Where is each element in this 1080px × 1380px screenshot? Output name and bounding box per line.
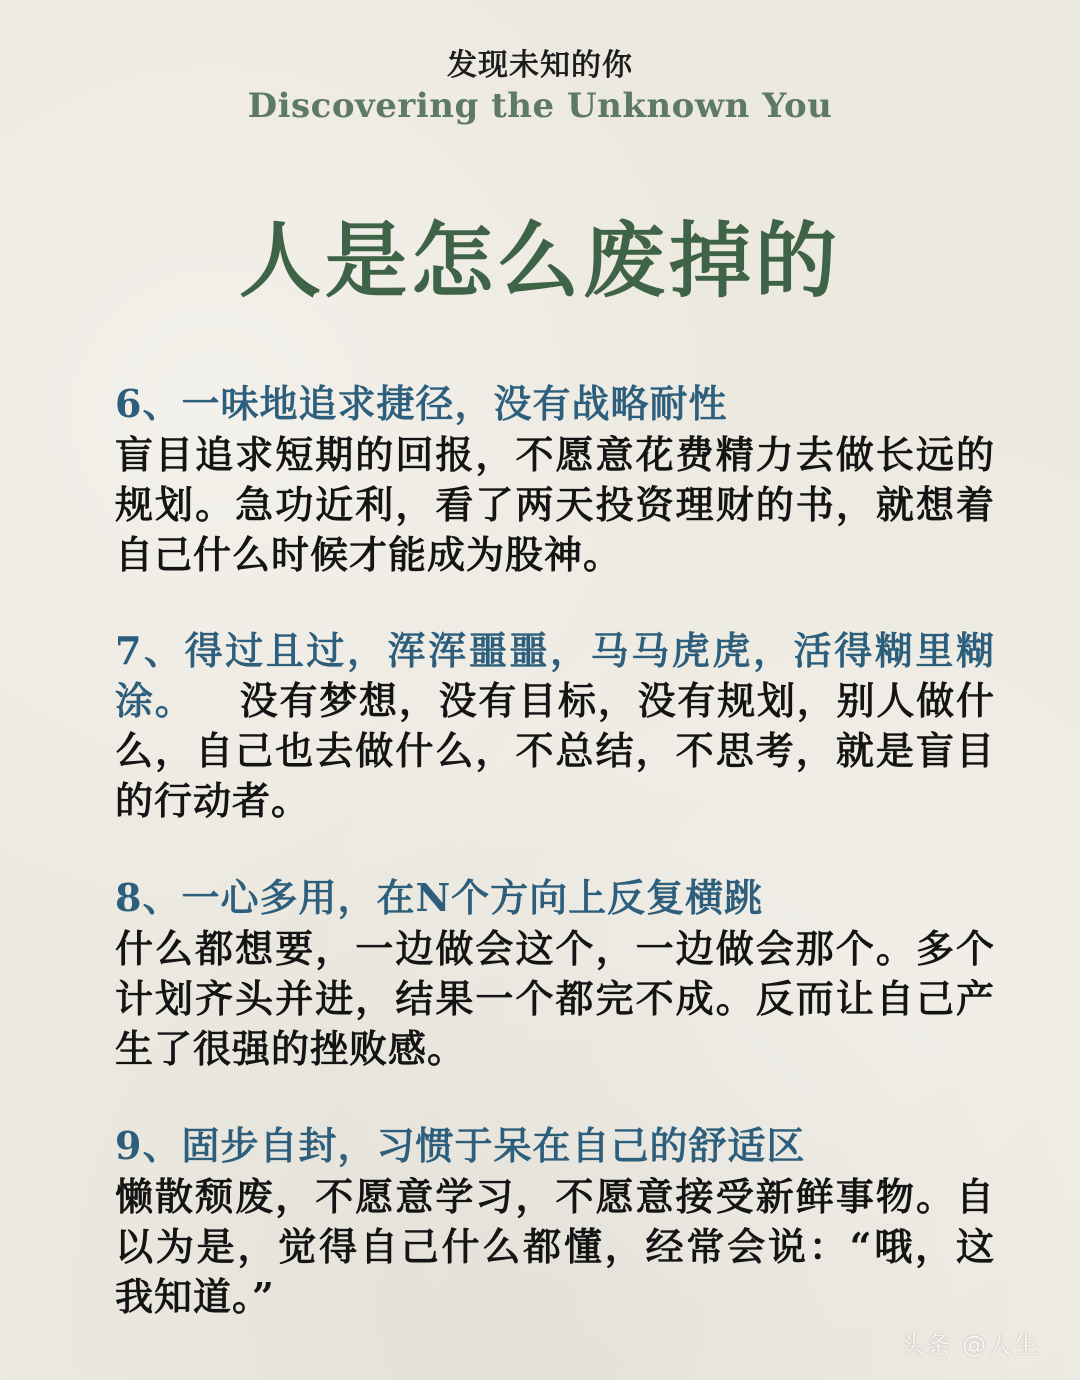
content-list [115,378,995,1368]
item-body: 懒散颓废，不愿意学习，不愿意接受新鲜事物。自以为是，觉得自己什么都懂，经常会说：“哦，这我知道。” [115,1174,995,1319]
item-text-block [115,626,995,826]
list-item-6 [115,378,995,580]
watermark: 头条 @人生 [900,1331,1040,1359]
item-heading: 8、一心多用，在N个方向上反复横跳 [115,875,764,920]
main-title: 人是怎么废掉的 [238,213,841,309]
header-english-subtitle: Discovering the Unknown You [247,86,833,126]
list-item-7 [115,626,995,826]
item-heading: 9、固步自封，习惯于呆在自己的舒适区 [115,1123,806,1168]
list-item-8 [115,872,995,1074]
item-body: 什么都想要，一边做会这个，一边做会那个。多个计划齐头并进，结果一个都完不成。反而让自己产生了很强的挫败感。 [115,926,995,1071]
item-heading: 7、得过且过，浑浑噩噩，马马虎虎，活得糊里糊涂。 [115,628,995,723]
header-chinese-subtitle: 发现未知的你 [447,48,633,83]
item-body: 盲目追求短期的回报，不愿意花费精力去做长远的规划。急功近利，看了两天投资理财的书，就想着自己什么时候才能成为股神。 [115,432,995,577]
list-item-9 [115,1120,995,1322]
item-body: 没有梦想，没有目标，没有规划，别人做什么，自己也去做什么，不总结，不思考，就是盲目的行动者。 [115,678,995,823]
item-heading: 6、一味地追求捷径，没有战略耐性 [115,381,728,426]
